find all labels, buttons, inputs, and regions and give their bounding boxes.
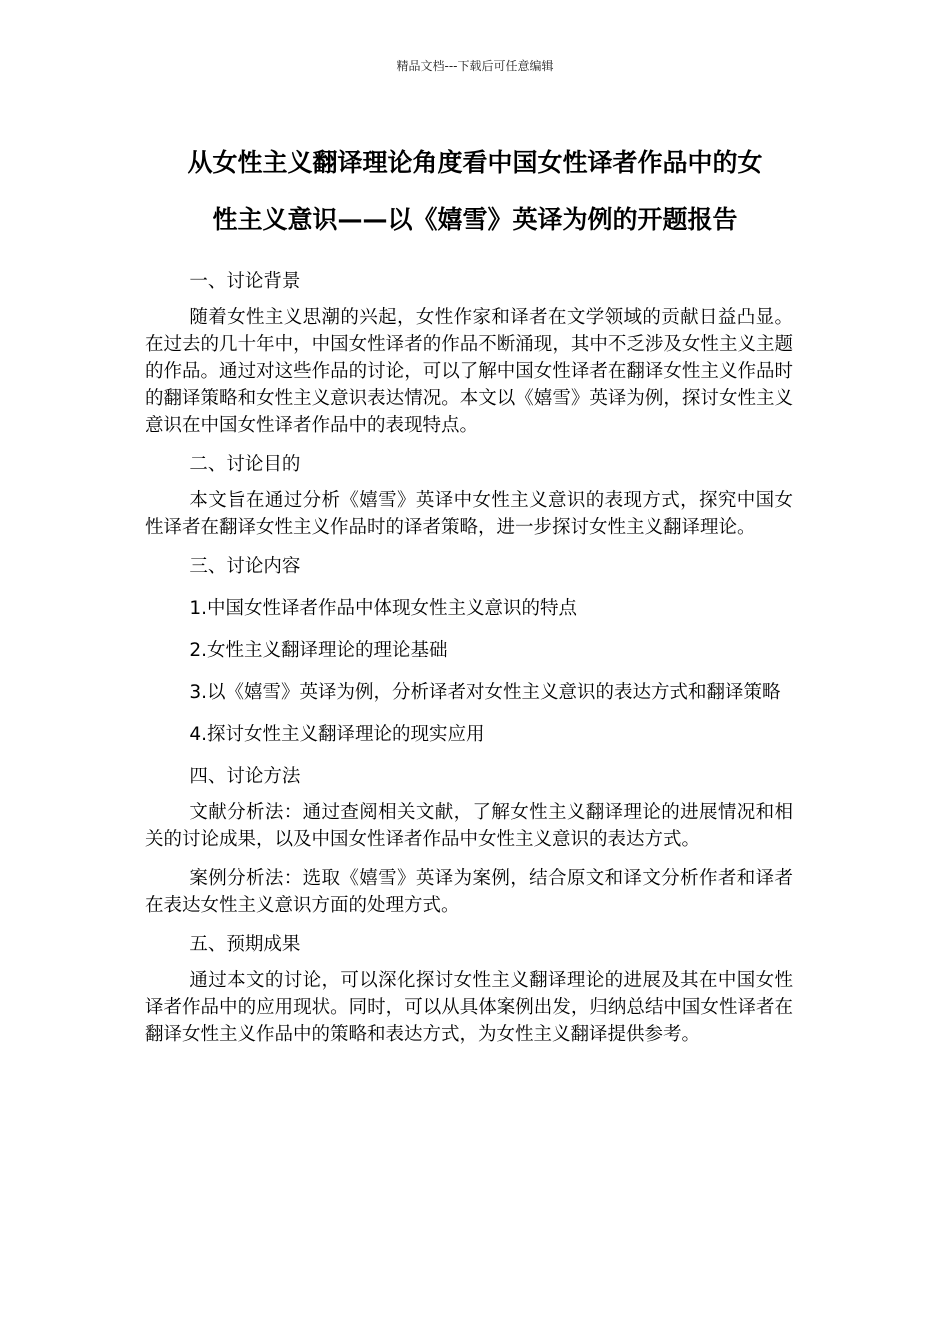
content-list-item: 3.以《嬉雪》英译为例，分析译者对女性主义意识的表达方式和翻译策略 — [189, 682, 781, 703]
content-list-item: 4.探讨女性主义翻译理论的现实应用 — [189, 724, 485, 745]
section-heading-method: 四、讨论方法 — [189, 766, 301, 787]
content-list-item: 1.中国女性译者作品中体现女性主义意识的特点 — [189, 598, 578, 619]
paragraph-expected-results: 通过本文的讨论，可以深化探讨女性主义翻译理论的进展及其在中国女性译者作品中的应用现状。同时，可以从具体案例出发，归纳总结中国女性译者在翻译女性主义作品中的策略和表达方式，为女性主义翻译提供参考。 — [145, 970, 793, 1045]
content-list-item: 2.女性主义翻译理论的理论基础 — [189, 640, 448, 661]
section-heading-expected-results: 五、预期成果 — [189, 934, 301, 955]
section-heading-background: 一、讨论背景 — [189, 271, 301, 292]
title-line-1: 从女性主义翻译理论角度看中国女性译者作品中的女 — [187, 148, 763, 177]
title-line-2: 性主义意识——以《嬉雪》英译为例的开题报告 — [212, 205, 738, 234]
document-body — [145, 268, 793, 1060]
paragraph-background: 随着女性主义思潮的兴起，女性作家和译者在文学领域的贡献日益凸显。在过去的几十年中，中国女性译者的作品不断涌现，其中不乏涉及女性主义主题的作品。通过对这些作品的讨论，可以了解中国女性译者在翻译女性主义作品时的翻译策略和女性主义意识表达情况。本文以《嬉雪》英译为例，探讨女性主义意识在中国女性译者作品中的表现特点。 — [145, 307, 793, 436]
paragraph-purpose: 本文旨在通过分析《嬉雪》英译中女性主义意识的表现方式，探究中国女性译者在翻译女性主义作品时的译者策略，进一步探讨女性主义翻译理论。 — [145, 490, 793, 538]
paragraph-method-case: 案例分析法：选取《嬉雪》英译为案例，结合原文和译文分析作者和译者在表达女性主义意识方面的处理方式。 — [145, 868, 793, 916]
section-heading-purpose: 二、讨论目的 — [189, 454, 301, 475]
section-heading-content: 三、讨论内容 — [189, 556, 301, 577]
page-header-note: 精品文档---下载后可任意编辑 — [396, 59, 554, 73]
document-title — [130, 134, 820, 248]
paragraph-method-literature: 文献分析法：通过查阅相关文献，了解女性主义翻译理论的进展情况和相关的讨论成果，以及中国女性译者作品中女性主义意识的表达方式。 — [145, 802, 793, 850]
